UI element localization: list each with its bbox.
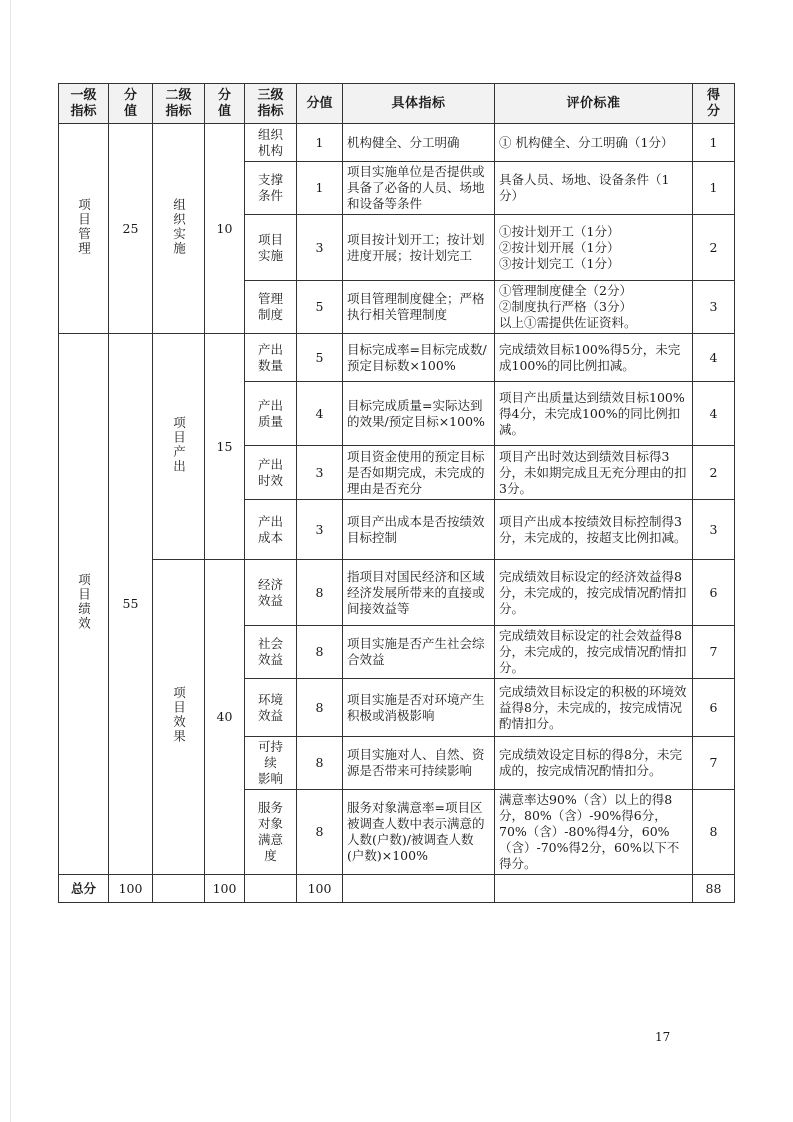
level3-name: 管理 制度: [245, 281, 297, 334]
level3-name: 服务 对象 满意 度: [245, 790, 297, 875]
header-level3: 三级 指标: [245, 84, 297, 124]
level2-score: 15: [205, 334, 245, 560]
level2-cell: [153, 560, 205, 875]
total-result-score: 88: [693, 875, 735, 903]
level2-cell: [153, 334, 205, 560]
total-row: [59, 875, 735, 903]
table-row: [59, 334, 735, 382]
level3-score: 8: [297, 560, 343, 626]
indicator-text: 项目资金使用的预定目标是否如期完成，未完成的理由是否充分: [343, 446, 495, 500]
standard-text: 项目产出时效达到绩效目标得3分，未如期完成且无充分理由的扣3分。: [495, 446, 693, 500]
level3-name: 经济 效益: [245, 560, 297, 626]
level1-score: 25: [109, 124, 153, 334]
header-score2: 分 值: [205, 84, 245, 124]
indicator-text: 机构健全、分工明确: [343, 124, 495, 162]
total-level2-score: 100: [205, 875, 245, 903]
level3-score: 1: [297, 162, 343, 215]
level2-score: 10: [205, 124, 245, 334]
standard-text: 满意率达90%（含）以上的得8分，80%（含）-90%得6分，70%（含）-80%得4分，60%（含）-70%得2分，60%以下不得分。: [495, 790, 693, 875]
result-score: 6: [693, 679, 735, 737]
standard-text: ① 机构健全、分工明确（1分）: [495, 124, 693, 162]
level2-label: 项目产出: [171, 415, 187, 474]
level3-name: 环境 效益: [245, 679, 297, 737]
level3-name: 支撑 条件: [245, 162, 297, 215]
indicator-text: 项目管理制度健全；严格执行相关管理制度: [343, 281, 495, 334]
level3-score: 3: [297, 215, 343, 281]
level3-score: 5: [297, 334, 343, 382]
result-score: 3: [693, 500, 735, 560]
indicator-text: 目标完成率=目标完成数/预定目标数×100%: [343, 334, 495, 382]
level2-score: 40: [205, 560, 245, 875]
standard-text: 完成绩效设定目标的得8分，未完成的，按完成情况酌情扣分。: [495, 737, 693, 790]
total-label: 总分: [59, 875, 109, 903]
indicator-text: 服务对象满意率=项目区被调查人数中表示满意的人数(户数)/被调查人数(户数)×100%: [343, 790, 495, 875]
indicator-text: 项目实施对人、自然、资源是否带来可持续影响: [343, 737, 495, 790]
header-score1: 分 值: [109, 84, 153, 124]
indicator-text: 项目实施单位是否提供或具备了必备的人员、场地和设备等条件: [343, 162, 495, 215]
result-score: 4: [693, 334, 735, 382]
level3-score: 8: [297, 626, 343, 679]
standard-text: ①管理制度健全（2分） ②制度执行严格（3分） 以上①需提供佐证资料。: [495, 281, 693, 334]
result-score: 3: [693, 281, 735, 334]
header-score3: 分值: [297, 84, 343, 124]
indicator-text: 项目按计划开工；按计划进度开展；按计划完工: [343, 215, 495, 281]
level2-cell: [153, 124, 205, 334]
level3-score: 3: [297, 500, 343, 560]
header-level2: 二级 指标: [153, 84, 205, 124]
standard-text: 完成绩效目标设定的社会效益得8分，未完成的，按完成情况酌情扣分。: [495, 626, 693, 679]
level3-name: 社会 效益: [245, 626, 297, 679]
header-level1: 一级 指标: [59, 84, 109, 124]
empty-cell: [153, 875, 205, 903]
result-score: 1: [693, 162, 735, 215]
level3-name: 产出 质量: [245, 382, 297, 446]
header-indicator: 具体指标: [343, 84, 495, 124]
page-number: 17: [655, 1030, 671, 1044]
level1-label: 项目绩效: [76, 573, 92, 631]
level3-score: 8: [297, 790, 343, 875]
result-score: 2: [693, 215, 735, 281]
empty-cell: [343, 875, 495, 903]
result-score: 2: [693, 446, 735, 500]
level3-name: 项目 实施: [245, 215, 297, 281]
result-score: 7: [693, 626, 735, 679]
standard-text: 项目产出质量达到绩效目标100%得4分，未完成100%的同比例扣减。: [495, 382, 693, 446]
level1-label: 项目管理: [76, 197, 92, 256]
level2-label: 项目效果: [171, 686, 187, 744]
total-level3-score: 100: [297, 875, 343, 903]
indicator-text: 指项目对国民经济和区域经济发展所带来的直接或间接效益等: [343, 560, 495, 626]
level1-cell: [59, 334, 109, 875]
level3-score: 8: [297, 679, 343, 737]
indicator-text: 项目实施是否对环境产生积极或消极影响: [343, 679, 495, 737]
standard-text: 项目产出成本按绩效目标控制得3分，未完成的，按超支比例扣减。: [495, 500, 693, 560]
standard-text: 完成绩效目标100%得5分，未完成100%的同比例扣减。: [495, 334, 693, 382]
level2-label: 组织实施: [171, 197, 187, 256]
standard-text: 完成绩效目标设定的经济效益得8分，未完成的，按完成情况酌情扣分。: [495, 560, 693, 626]
level3-score: 4: [297, 382, 343, 446]
header-standard: 评价标准: [495, 84, 693, 124]
empty-cell: [495, 875, 693, 903]
standard-text: ①按计划开工（1分） ②按计划开展（1分） ③按计划完工（1分）: [495, 215, 693, 281]
table-row: [59, 124, 735, 162]
level3-score: 5: [297, 281, 343, 334]
level3-name: 组织 机构: [245, 124, 297, 162]
level1-score: 55: [109, 334, 153, 875]
indicator-text: 目标完成质量=实际达到的效果/预定目标×100%: [343, 382, 495, 446]
indicator-text: 项目实施是否产生社会综合效益: [343, 626, 495, 679]
level3-name: 产出 时效: [245, 446, 297, 500]
result-score: 7: [693, 737, 735, 790]
level1-cell: [59, 124, 109, 334]
header-row: [59, 84, 735, 124]
standard-text: 完成绩效目标设定的积极的环境效益得8分，未完成的，按完成情况酌情扣分。: [495, 679, 693, 737]
level3-name: 产出 成本: [245, 500, 297, 560]
header-result: 得 分: [693, 84, 735, 124]
standard-text: 具备人员、场地、设备条件（1分）: [495, 162, 693, 215]
indicator-text: 项目产出成本是否按绩效目标控制: [343, 500, 495, 560]
page-edge-line: [10, 0, 11, 1122]
result-score: 4: [693, 382, 735, 446]
level3-score: 3: [297, 446, 343, 500]
level3-score: 1: [297, 124, 343, 162]
performance-evaluation-table: [58, 83, 735, 903]
level3-score: 8: [297, 737, 343, 790]
result-score: 8: [693, 790, 735, 875]
level3-name: 可持 续 影响: [245, 737, 297, 790]
table-row: [59, 560, 735, 626]
total-level1-score: 100: [109, 875, 153, 903]
result-score: 6: [693, 560, 735, 626]
empty-cell: [245, 875, 297, 903]
level3-name: 产出 数量: [245, 334, 297, 382]
result-score: 1: [693, 124, 735, 162]
